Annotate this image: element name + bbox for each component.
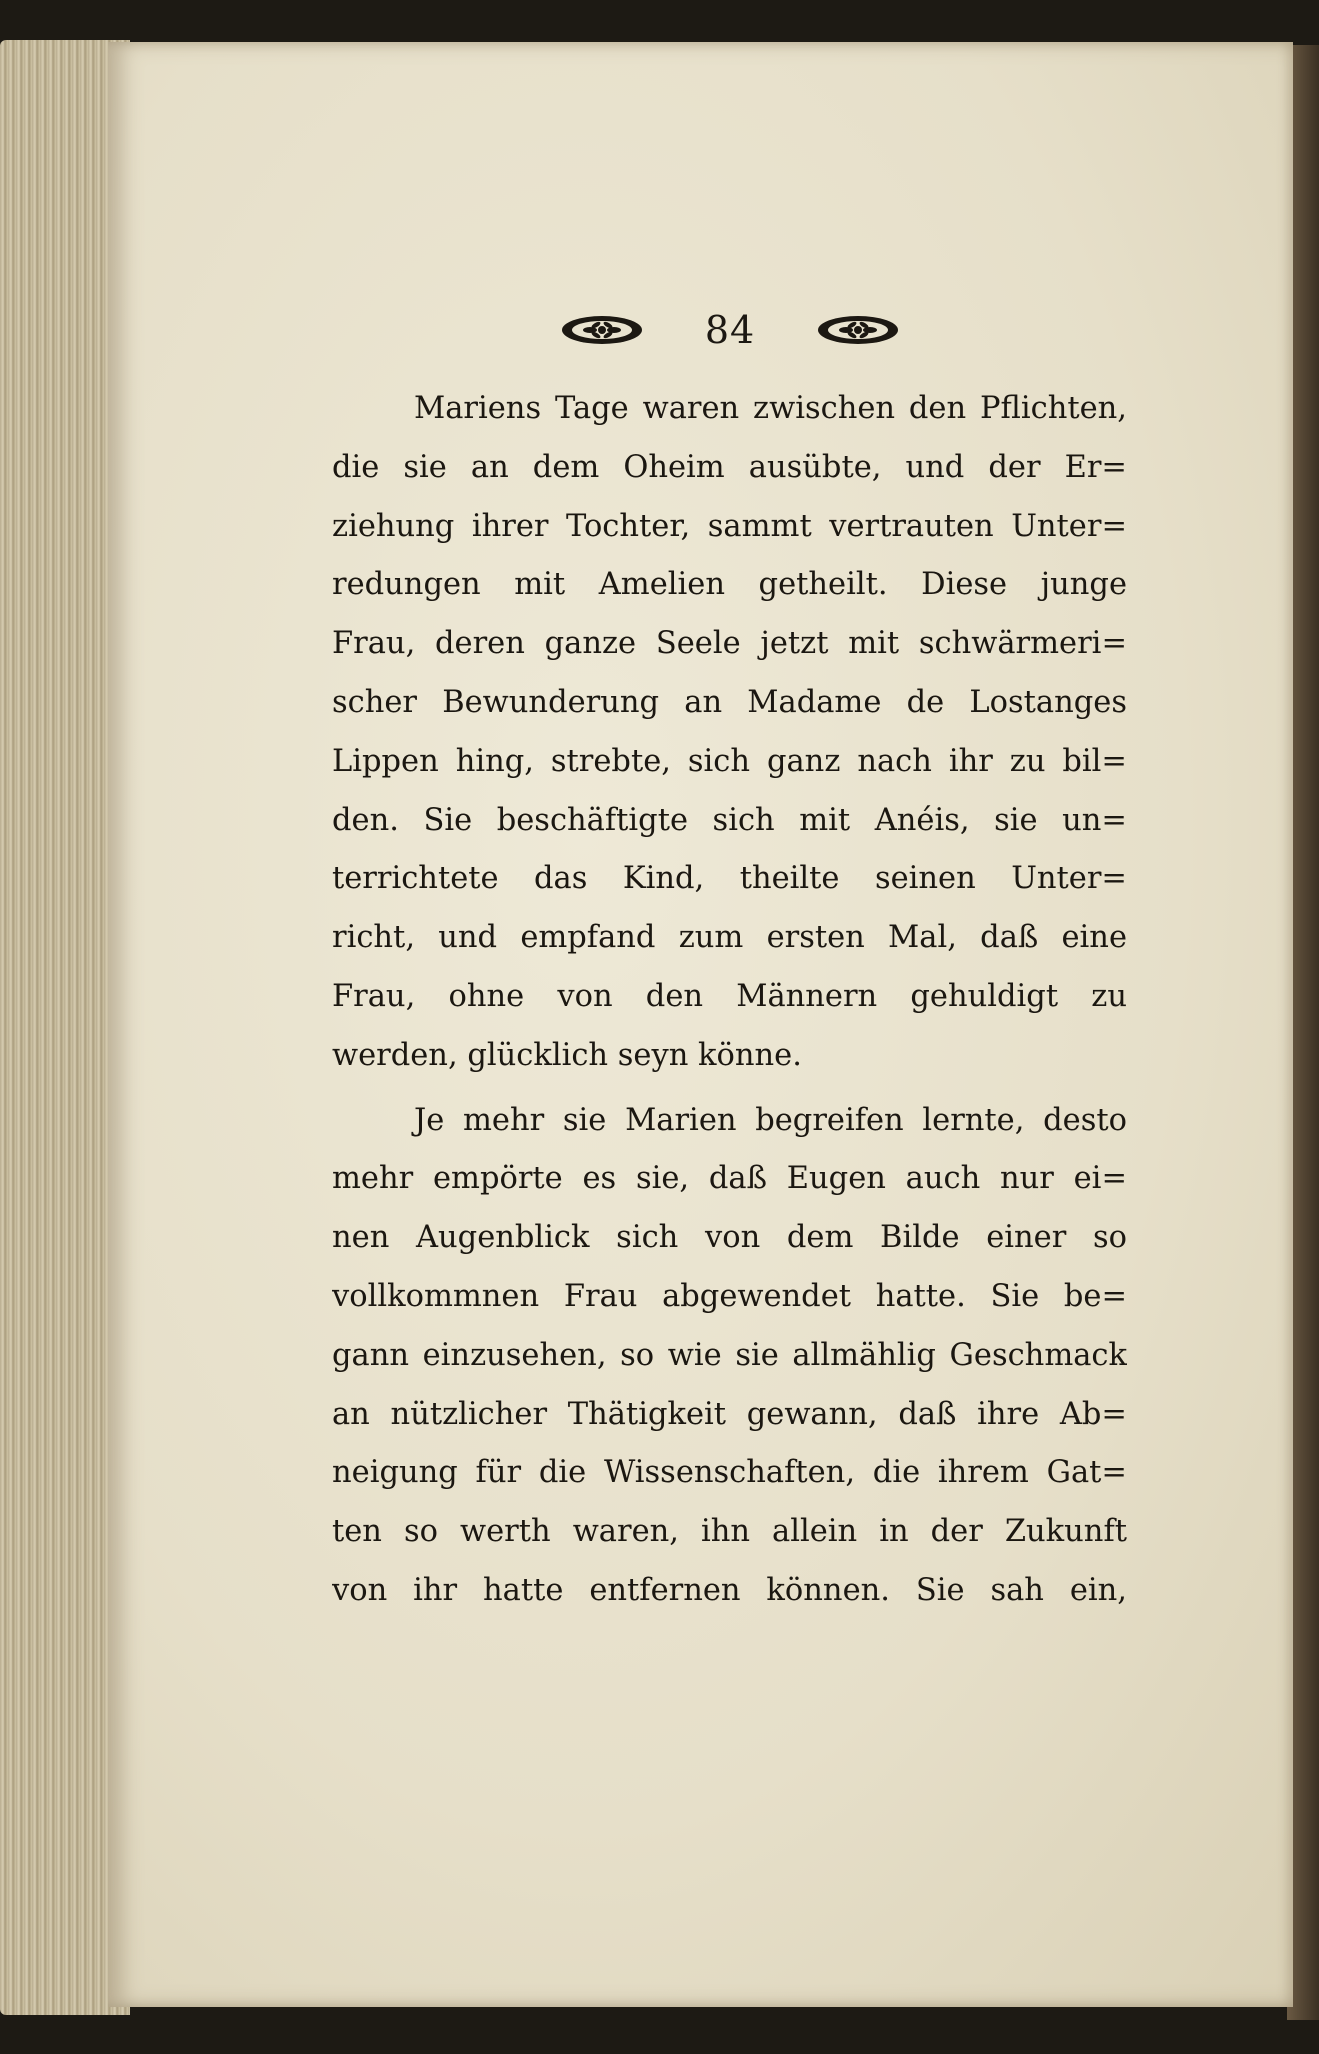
text-line: Mariens Tage waren zwischen den Pflichten, [414,391,1127,426]
text-line: scher Bewunderung an Madame de Lostanges [332,684,1127,720]
text-line: vollkommnen Frau abgewendet hatte. Sie be= [332,1278,1127,1314]
text-line: Frau, deren ganze Seele jetzt mit schwärmeri= [332,626,1127,662]
paragraph-2 [332,1092,1127,1621]
text-line: redungen mit Amelien getheilt. Diese junge [332,567,1127,603]
text-line: Lippen hing, strebte, sich ganz nach ihr zu bil= [332,743,1127,779]
rosette-ornament-right-icon [816,312,900,348]
text-line: gann einzusehen, so wie sie allmählig Geschmack [332,1337,1127,1373]
rosette-ornament-left-icon [560,312,644,348]
text-line: mehr empörte es sie, daß Eugen auch nur ei= [332,1161,1127,1197]
text-line: von ihr hatte entfernen können. Sie sah ein, [332,1572,1127,1608]
text-line: werden, glücklich seyn könne. [332,1037,802,1073]
text-line: an nützlicher Thätigkeit gewann, daß ihre Ab= [332,1396,1127,1432]
page-header [560,300,900,360]
text-line: ten so werth waren, ihn allein in der Zukunft [332,1514,1127,1550]
text-line: terrichtete das Kind, theilte seinen Unter= [332,861,1127,897]
text-line: nen Augenblick sich von dem Bilde einer so [332,1220,1127,1256]
paragraph-1 [332,380,1127,1086]
body-text [332,380,1127,1621]
text-line: Frau, ohne von den Männern gehuldigt zu [332,978,1127,1014]
text-line: ziehung ihrer Tochter, sammt vertrauten Unter= [332,508,1127,544]
text-line: Je mehr sie Marien begreifen lernte, desto [414,1102,1127,1138]
text-line: die sie an dem Oheim ausübte, und der Er= [332,449,1127,485]
text-line: richt, und empfand zum ersten Mal, daß eine [332,920,1127,956]
text-line: den. Sie beschäftigte sich mit Anéis, sie un= [332,802,1127,838]
page-number: 84 [704,308,756,352]
text-line: neigung für die Wissenschaften, die ihrem Gat= [332,1455,1127,1491]
